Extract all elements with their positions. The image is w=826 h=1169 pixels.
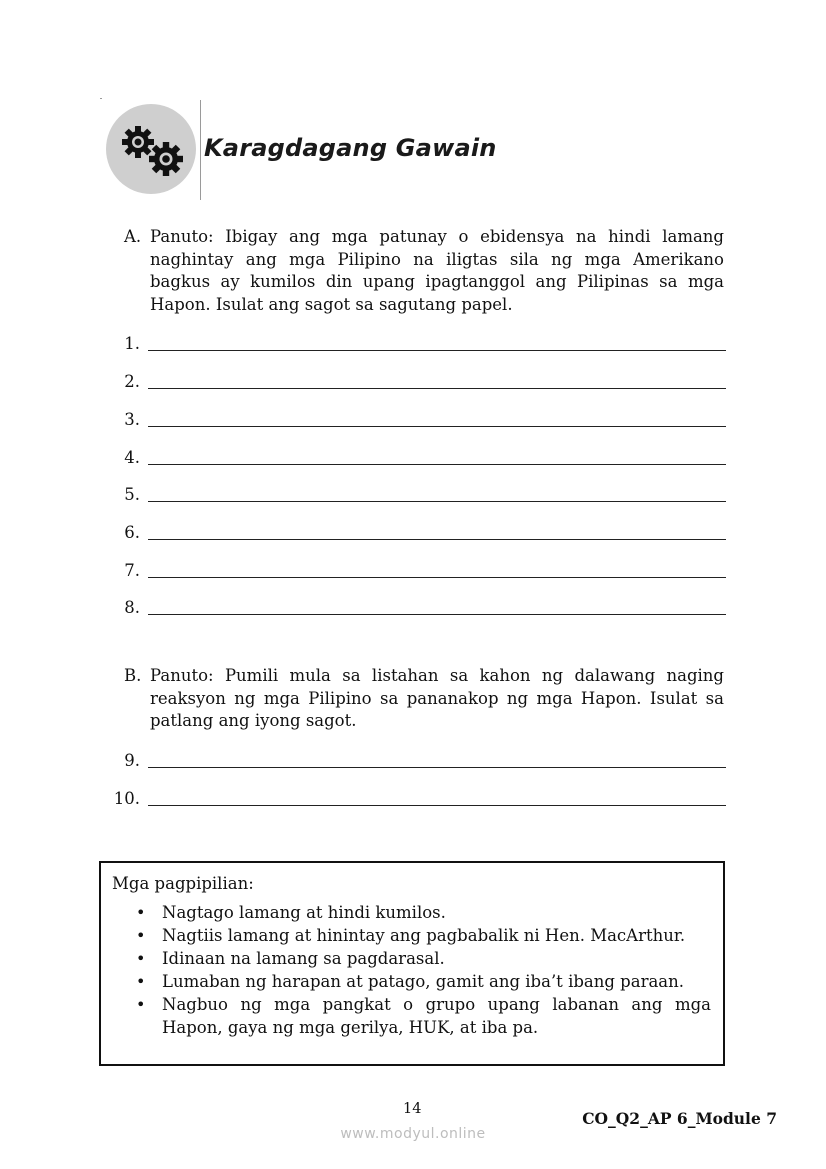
instruction-b (124, 665, 724, 733)
answer-line-1[interactable] (100, 333, 726, 355)
choice-item (101, 901, 721, 924)
header-divider (200, 100, 201, 200)
choice-item (101, 947, 721, 970)
gears-icon-graphic (106, 104, 196, 194)
answer-blank[interactable] (148, 426, 726, 427)
instruction-a-text: Panuto: Ibigay ang mga patunay o ebidensya na hindi lamang naghintay ang mga Pilipino na iligtas sila ng mga Amerikano bagkus ay kumilos din upang ipagtanggol ang Pilipinas sa mga Hapon. Isulat ang sagot sa sagutang papel. (150, 227, 724, 314)
bullet-icon: • (136, 903, 146, 922)
answer-line-8[interactable] (100, 597, 726, 619)
section-title: Karagdagang Gawain (204, 134, 497, 162)
answer-blank[interactable] (148, 767, 726, 768)
answer-number: 2. (124, 372, 140, 391)
answer-number: 10. (113, 789, 140, 808)
answer-line-7[interactable] (100, 560, 726, 582)
answer-blank[interactable] (148, 805, 726, 806)
answer-number: 4. (124, 448, 140, 467)
choice-text: Nagbuo ng mga pangkat o grupo upang labanan ang mga Hapon, gaya ng mga gerilya, HUK, at iba pa. (162, 995, 711, 1037)
choice-item (101, 924, 721, 947)
instruction-b-label: B. (124, 666, 142, 685)
instruction-a-label: A. (124, 227, 142, 246)
header-tick (100, 98, 102, 99)
bullet-icon: • (136, 972, 146, 991)
instruction-b-text: Panuto: Pumili mula sa listahan sa kahon ng dalawang naging reaksyon ng mga Pilipino sa pananakop ng mga Hapon. Isulat sa patlang ang iyong sagot. (150, 666, 724, 730)
answer-number: 8. (124, 598, 140, 617)
answer-line-10[interactable] (100, 788, 726, 810)
answer-number: 9. (124, 751, 140, 770)
answer-number: 1. (124, 334, 140, 353)
page-number: 14 (403, 1101, 422, 1117)
answer-blank[interactable] (148, 350, 726, 351)
answer-number: 7. (124, 561, 140, 580)
answer-blank[interactable] (148, 464, 726, 465)
answer-blank[interactable] (148, 577, 726, 578)
choices-title: Mga pagpipilian: (112, 874, 254, 893)
answer-line-5[interactable] (100, 484, 726, 506)
bullet-icon: • (136, 995, 146, 1014)
watermark: www.modyul.online (340, 1126, 486, 1142)
answer-blank[interactable] (148, 501, 726, 502)
answer-blank[interactable] (148, 614, 726, 615)
answer-number: 5. (124, 485, 140, 504)
answer-blank[interactable] (148, 388, 726, 389)
answer-line-2[interactable] (100, 371, 726, 393)
choices-list (101, 901, 721, 1039)
choice-text: Nagtago lamang at hindi kumilos. (162, 903, 446, 922)
bullet-icon: • (136, 949, 146, 968)
section-header (100, 98, 520, 203)
gears-icon (106, 104, 196, 194)
answer-blank[interactable] (148, 539, 726, 540)
choice-item (101, 970, 721, 993)
instruction-a (124, 226, 724, 316)
answer-number: 3. (124, 410, 140, 429)
module-code: CO_Q2_AP 6_Module 7 (582, 1109, 777, 1128)
bullet-icon: • (136, 926, 146, 945)
answer-line-6[interactable] (100, 522, 726, 544)
answer-line-4[interactable] (100, 447, 726, 469)
choice-text: Idinaan na lamang sa pagdarasal. (162, 949, 445, 968)
choice-item (101, 993, 721, 1039)
choice-text: Nagtiis lamang at hinintay ang pagbabalik ni Hen. MacArthur. (162, 926, 686, 945)
choices-box (99, 861, 725, 1066)
answer-number: 6. (124, 523, 140, 542)
answer-line-9[interactable] (100, 750, 726, 772)
answer-line-3[interactable] (100, 409, 726, 431)
choice-text: Lumaban ng harapan at patago, gamit ang iba’t ibang paraan. (162, 972, 685, 991)
